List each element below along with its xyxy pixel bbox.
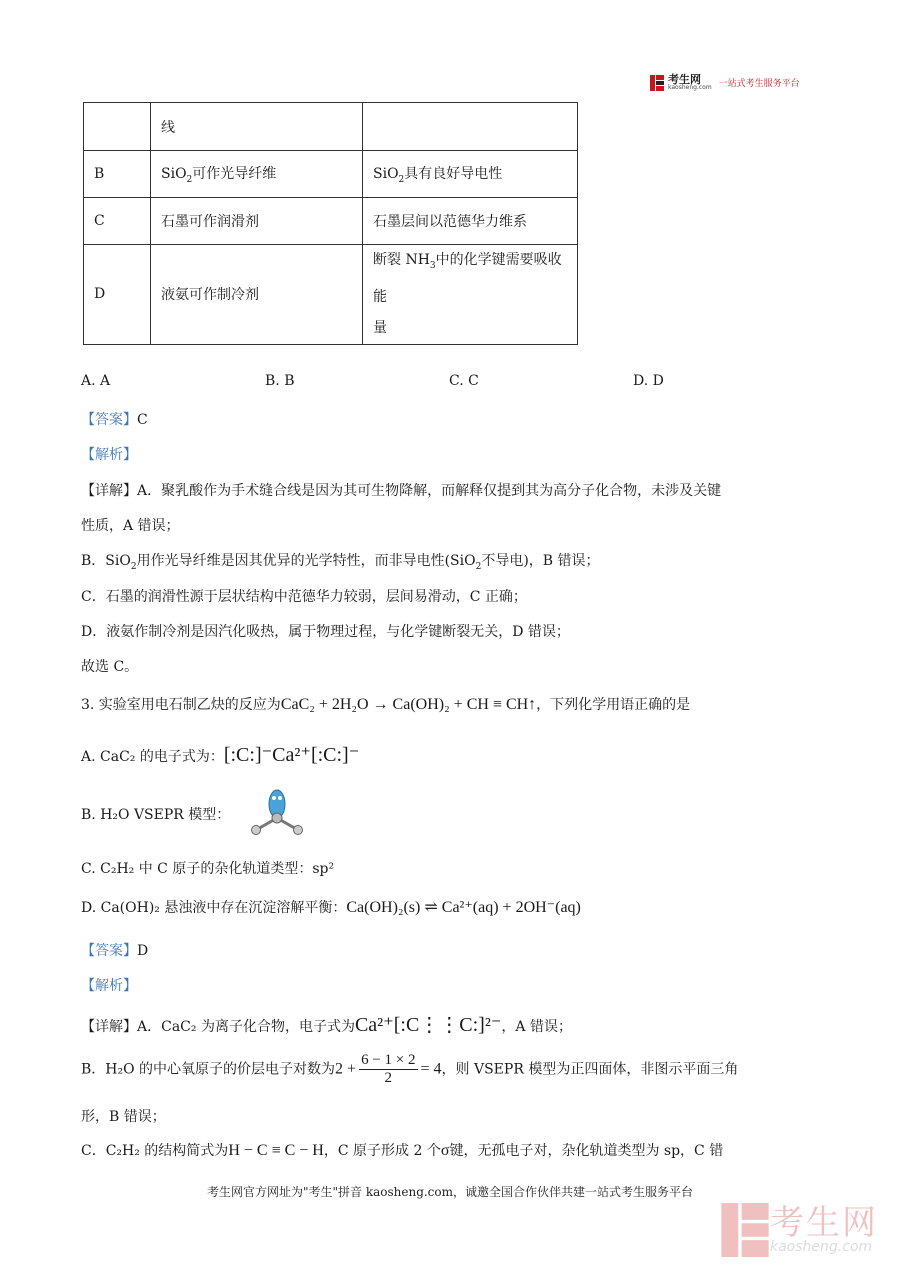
cac2-electron-formula: [:C:]⁻Ca²⁺[:C:]⁻ [223, 744, 360, 766]
q3-detail-a: 【详解】A．CaC₂ 为离子化合物，电子式为Ca²⁺[:C⋮⋮C:]²⁻，A 错误； [81, 1014, 572, 1036]
choice-b: B. B [265, 373, 295, 389]
q2-detail-d: D．液氨作制冷剂是因汽化吸热，属于物理过程，与化学键断裂无关，D 错误； [81, 624, 570, 640]
q2-detail-a-cont: 性质，A 错误； [81, 518, 180, 534]
table-row [84, 151, 578, 198]
q3-option-a: A. CaC₂ 的电子式为：[:C:]⁻Ca²⁺[:C:]⁻ [81, 744, 360, 766]
table-cell-option [84, 103, 151, 151]
q3-option-b: B. H₂O VSEPR 模型： [81, 807, 231, 823]
valence-pair-fraction: $\frac{6 - 1 \times 2}{2}$ [361, 1052, 416, 1086]
c2h2-structure: H − C ≡ C − H [228, 1142, 324, 1159]
q3-analysis-label: 【解析】 [81, 978, 137, 994]
table-cell-reason: 断裂 $NH_3$中的化学键需要吸收能 量 [363, 245, 578, 345]
q2-conclusion: 故选 C。 [81, 659, 139, 675]
q3-stem: 3. 实验室用电石制乙炔的反应为CaC₂ + 2H₂O → Ca(OH)₂ + CH ≡ CH↑，下列化学用语正确的是 [81, 696, 691, 713]
q3-answer: 【答案】D [81, 943, 149, 959]
table-cell-usage: 液氨可作制冷剂 [151, 245, 363, 345]
q2-analysis-label: 【解析】 [81, 447, 137, 463]
table-cell-usage: SiO$_2$可作光导纤维 [151, 151, 363, 198]
table-cell-usage: 石墨可作润滑剂 [151, 198, 363, 245]
logo-domain: kaosheng.com [668, 84, 712, 91]
table-cell-option: C [84, 198, 151, 245]
q3-option-d: D. Ca(OH)₂ 悬浊液中存在沉淀溶解平衡：Ca(OH)₂(s) ⇌ Ca²⁺(aq) + 2OH⁻(aq) [81, 899, 581, 916]
reaction-equation: CaC₂ + 2H₂O → Ca(OH)₂ + CH ≡ CH↑ [280, 696, 537, 713]
q2-answer: 【答案】C [81, 412, 148, 428]
q2-detail-b: B．SiO$_2$用作光导纤维是因其优异的光学特性，而非导电性(SiO$_2$不导电)，B 错误； [81, 553, 600, 572]
choice-c: C. C [449, 373, 479, 389]
q2-detail-a: 【详解】A．聚乳酸作为手术缝合线是因为其可生物降解，而解释仅提到其为高分子化合物，未涉及关键 [81, 483, 722, 499]
logo-slogan: 一站式考生服务平台 [718, 79, 800, 89]
watermark-name: 考生网 [770, 1203, 878, 1243]
table-cell-option: D [84, 245, 151, 345]
q3-detail-b-cont: 形，B 错误； [81, 1109, 166, 1125]
table-cell-reason: SiO$_2$具有良好导电性 [363, 151, 578, 198]
table-cell-option: B [84, 151, 151, 198]
table-cell-reason [363, 103, 578, 151]
cac2-correct-formula: Ca²⁺[:C⋮⋮C:]²⁻ [354, 1014, 502, 1036]
table-row [84, 198, 578, 245]
table-cell-usage: 线 [151, 103, 363, 151]
choice-a: A. A [81, 373, 111, 389]
q2-detail-c: C．石墨的润滑性源于层状结构中范德华力较弱，层间易滑动，C 正确； [81, 589, 527, 605]
q3-detail-b: B．H₂O 的中心氧原子的价层电子对数为2 + $\frac{6 - 1 \times 2}{2}$ = 4，则 VSEPR 模型为正四面体，非图示平面三角 [81, 1052, 739, 1086]
watermark-logo-icon [720, 1203, 770, 1257]
choice-d: D. D [633, 373, 664, 389]
q3-detail-c: C．C₂H₂ 的结构简式为H − C ≡ C − H，C 原子形成 2 个σ键，无孤电子对，杂化轨道类型为 sp，C 错 [81, 1142, 724, 1159]
table-row [84, 103, 578, 151]
logo-text [668, 74, 712, 91]
q3-option-c: C. C₂H₂ 中 C 原子的杂化轨道类型：sp² [81, 861, 335, 877]
dissolution-equilibrium: Ca(OH)₂(s) ⇌ Ca²⁺(aq) + 2OH⁻(aq) [346, 899, 581, 916]
table-row [84, 245, 578, 345]
table-cell-reason: 石墨层间以范德华力维系 [363, 198, 578, 245]
watermark [720, 1203, 878, 1257]
options-table [83, 102, 578, 345]
vsepr-model-image [246, 788, 308, 840]
watermark-domain: kaosheng.com [770, 1239, 873, 1255]
header-logo [650, 74, 800, 91]
logo-name: 考生网 [668, 73, 701, 86]
q2-choices [81, 373, 821, 389]
footer-text: 考生网官方网址为"考生"拼音 kaosheng.com，诚邀全国合作伙伴共建一站式考生服务平台 [206, 1185, 694, 1199]
kaosheng-logo-icon [650, 75, 664, 91]
